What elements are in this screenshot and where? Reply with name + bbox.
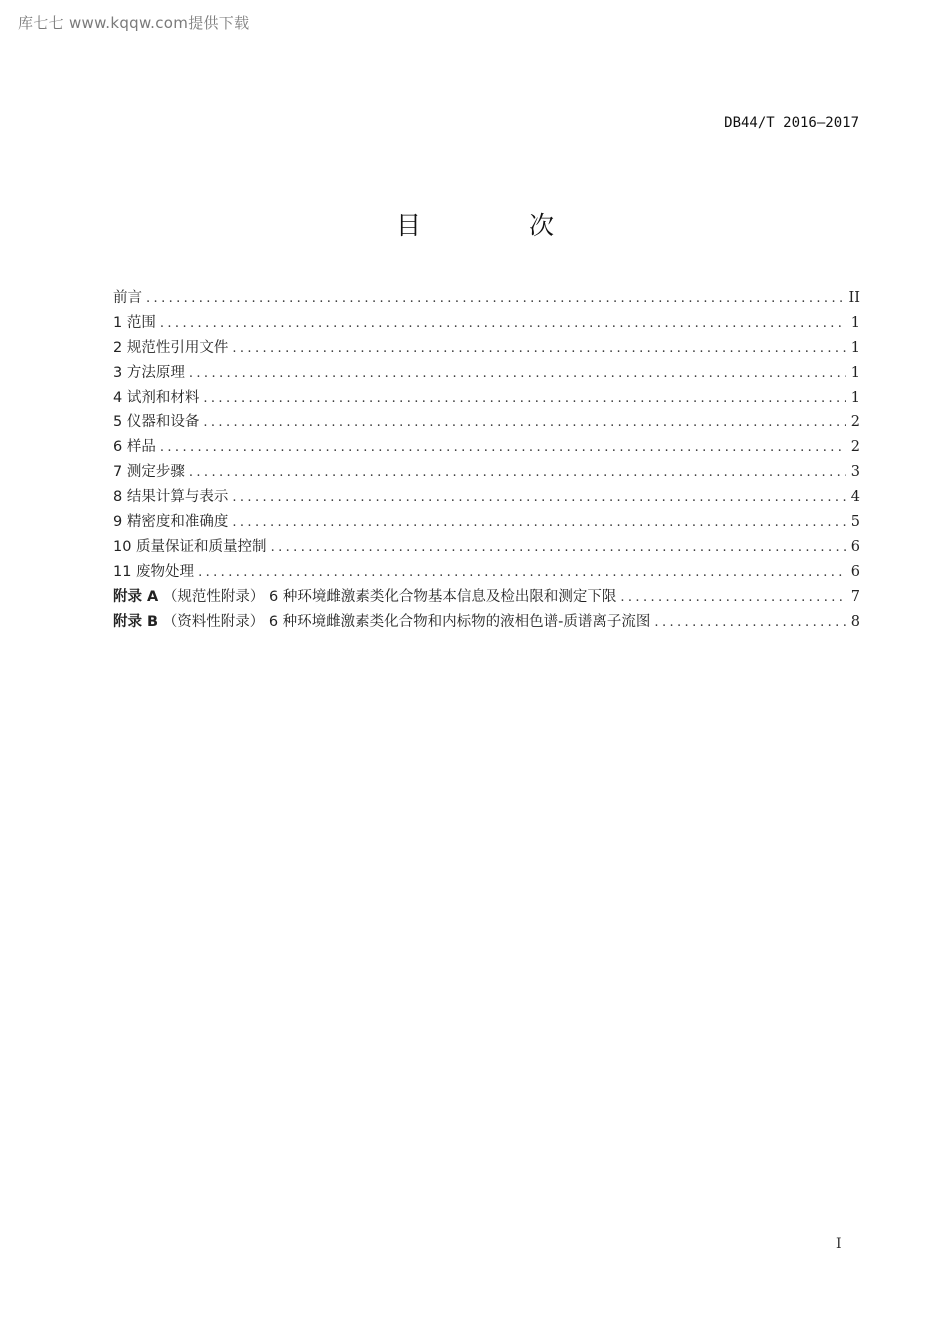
toc-entry-label: 3 方法原理 [113,364,185,381]
toc-entry-8[interactable] [113,485,860,510]
toc-entry-page: 6 [850,538,860,555]
toc-entry-page: II [848,290,860,306]
appendix-prefix: 附录 A [113,588,159,605]
appendix-prefix: 附录 B [113,613,159,630]
toc-entry-label: 9 精密度和准确度 [113,514,229,531]
toc-leader-dots [232,490,846,505]
toc-entry-4[interactable] [113,386,860,411]
toc-entry-page: 1 [850,389,860,406]
toc-entry-page: 6 [850,563,860,580]
toc-leader-dots [203,415,846,430]
toc-entry-appendix-a[interactable] [113,585,860,610]
page-title: 目 次 [396,211,604,240]
toc-entry-label: 4 试剂和材料 [113,389,200,406]
toc-entry-page: 5 [850,514,860,531]
toc-entry-page: 4 [850,489,860,506]
toc-entry-3[interactable] [113,361,860,386]
toc-entry-label: 11 废物处理 [113,563,195,580]
toc-entry-label: 10 质量保证和质量控制 [113,538,267,555]
toc-entry-10[interactable] [113,535,860,560]
toc-leader-dots [620,590,846,605]
toc-entry-label: 5 仪器和设备 [113,414,200,431]
toc-entry-1[interactable] [113,311,860,336]
toc-leader-dots [146,291,845,306]
toc-leader-dots [271,540,846,555]
toc-entry-2[interactable] [113,336,860,361]
toc-leader-dots [232,341,846,356]
toc-entry-label [113,610,650,631]
toc-leader-dots [189,366,846,381]
page-number: I [836,1236,842,1252]
toc-entry-label: 前言 [113,290,142,306]
toc-entry-label: 2 规范性引用文件 [113,339,229,356]
toc-entry-page: 1 [850,339,860,356]
toc-leader-dots [160,440,846,455]
toc-leader-dots [654,615,846,630]
toc-entry-page: 2 [850,439,860,456]
toc-entry-label [113,585,616,606]
toc-leader-dots [203,391,846,406]
toc-entry-5[interactable] [113,410,860,435]
toc-entry-label: 7 测定步骤 [113,464,185,481]
toc-entry-label: 8 结果计算与表示 [113,489,229,506]
appendix-title: （规范性附录） 6 种环境雌激素类化合物基本信息及检出限和测定下限 [162,588,617,605]
toc-entry-page: 7 [850,588,860,605]
table-of-contents [113,286,860,634]
toc-entry-11[interactable] [113,560,860,585]
toc-leader-dots [198,565,846,580]
watermark-text: 库七七 www.kqqw.com提供下载 [18,14,250,32]
toc-entry-appendix-b[interactable] [113,610,860,635]
toc-entry-label: 6 样品 [113,439,156,456]
toc-entry-9[interactable] [113,510,860,535]
toc-entry-label: 1 范围 [113,314,156,331]
toc-entry-7[interactable] [113,460,860,485]
toc-entry-page: 2 [850,414,860,431]
toc-leader-dots [189,465,846,480]
toc-leader-dots [232,515,846,530]
toc-entry-page: 1 [850,314,860,331]
document-code: DB44/T 2016—2017 [724,115,859,131]
toc-entry-foreword[interactable] [113,286,860,311]
toc-entry-page: 1 [850,364,860,381]
toc-entry-page: 8 [850,613,860,630]
appendix-title: （资料性附录） 6 种环境雌激素类化合物和内标物的液相色谱-质谱离子流图 [162,613,651,630]
toc-entry-6[interactable] [113,435,860,460]
toc-leader-dots [160,316,846,331]
toc-entry-page: 3 [850,464,860,481]
